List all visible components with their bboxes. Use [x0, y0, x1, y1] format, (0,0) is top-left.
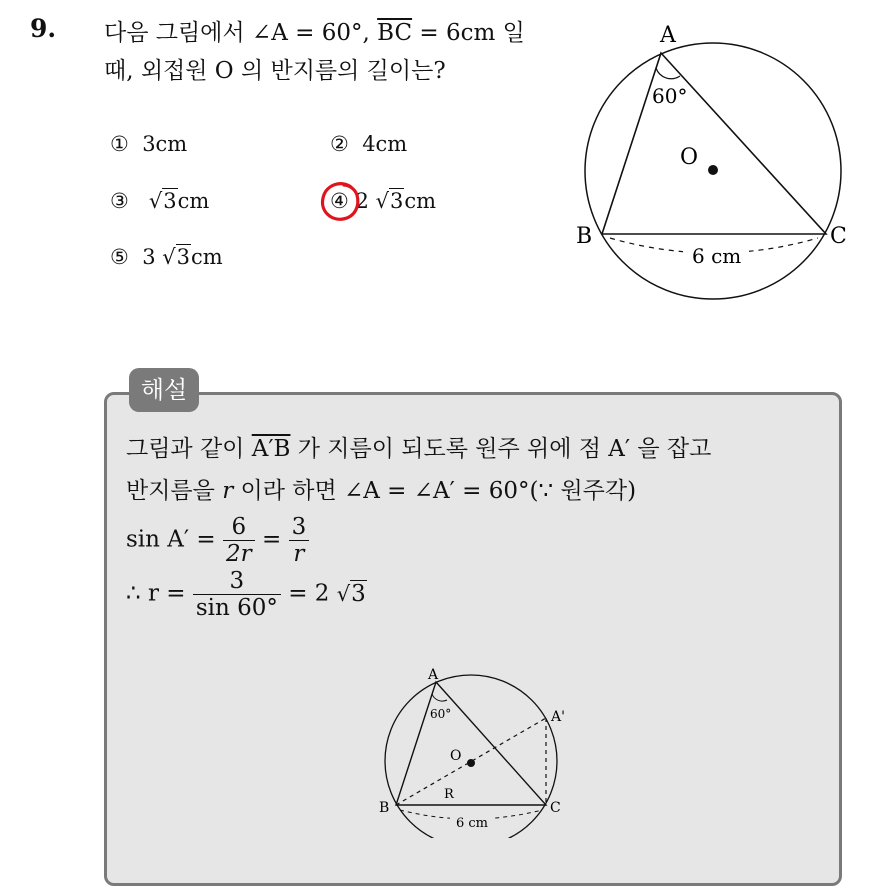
label-o: O	[680, 145, 699, 170]
small-label-b: B	[379, 800, 390, 816]
label-b: B	[576, 224, 593, 249]
choice-2[interactable]: ② 4cm	[330, 132, 408, 156]
equation-radius: ∴ r = $\frac{3}{\sin 60^\circ}$ = 2 √3	[126, 568, 366, 621]
small-side-label: 6 cm	[456, 816, 489, 831]
choice-3[interactable]: ③ √3cm	[110, 189, 210, 213]
side-label: 6 cm	[692, 244, 742, 268]
small-label-r: R	[444, 787, 454, 802]
segment-a-prime-b: A′B	[251, 436, 291, 462]
small-label-o: O	[450, 748, 462, 764]
explanation-line1: 그림과 같이 A′B 가 지름이 되도록 원주 위에 점 A′ 을 잡고	[126, 436, 712, 462]
answer-circle-mark	[318, 178, 364, 224]
small-angle-label: 60°	[430, 707, 452, 721]
explanation-line2: 반지름을 r 이라 하면 ∠A = ∠A′ = 60°(∵ 원주각)	[126, 478, 637, 504]
angle-label: 60°	[652, 84, 688, 108]
small-center-point	[467, 759, 475, 767]
label-a: A	[660, 23, 676, 48]
explanation-figure	[370, 662, 590, 838]
question-text-line1: 다음 그림에서 ∠A = 60°, $\overline{BC} = 6cm$ 일	[104, 20, 525, 46]
small-label-a-prime: A'	[551, 709, 565, 725]
choice-1[interactable]: ① 3cm	[110, 132, 188, 156]
equation-sine: sin A′ = $\frac{6}{2r}$ = $\frac{3}{r}$	[126, 514, 309, 567]
question-number: 9.	[30, 14, 57, 43]
choice-5[interactable]: ⑤ 3 √3cm	[110, 245, 223, 269]
small-triangle	[396, 682, 546, 805]
choice-4[interactable]: ④ 2 √3cm	[330, 189, 437, 213]
circumcircle-figure	[570, 20, 870, 310]
small-label-c: C	[550, 800, 561, 816]
label-c: C	[830, 224, 847, 249]
triangle-abc	[602, 53, 826, 234]
question-text-line2: 때, 외접원 O 의 반지름의 길이는?	[104, 58, 446, 84]
explanation-tag: 해설	[129, 368, 199, 412]
small-label-a: A	[428, 667, 439, 683]
segment-bc: $\overline{BC}$	[377, 20, 413, 46]
center-point	[708, 165, 718, 175]
